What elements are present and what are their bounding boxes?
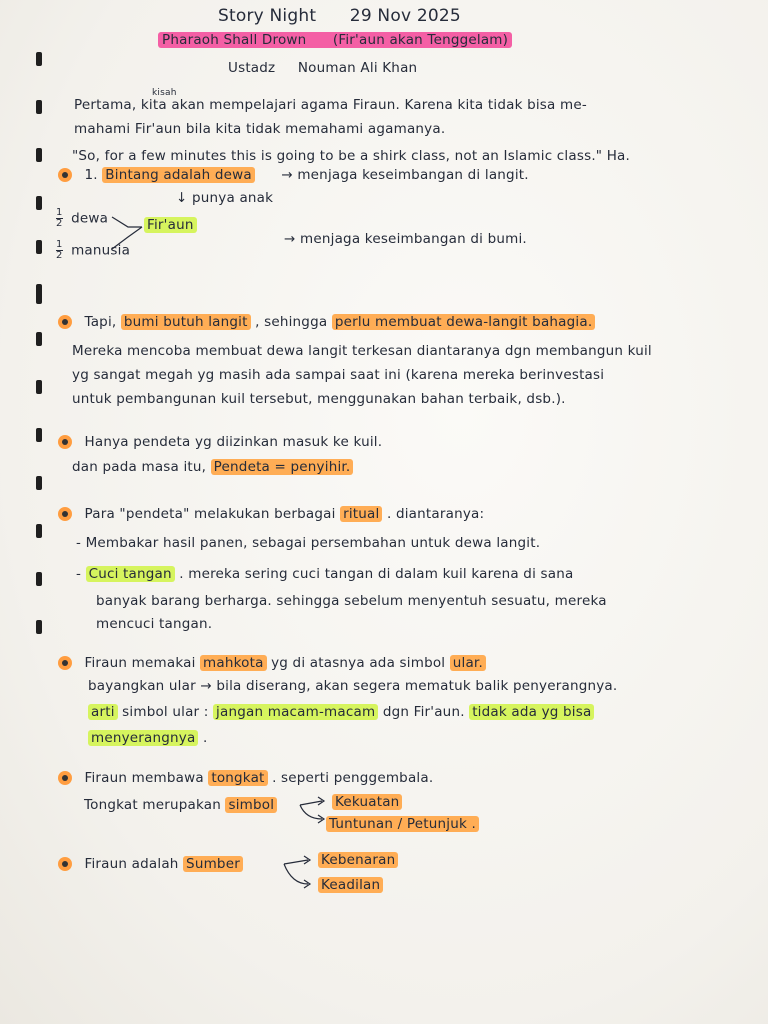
speaker-title: Ustadz [228,60,276,76]
point-7-highlight: Sumber [183,856,243,872]
point-5-highlight-1: mahkota [200,655,267,671]
bullet-icon [58,857,72,871]
binder-hole [36,148,42,162]
point-1-number: 1. [84,167,98,183]
firaun-highlight: Fir'aun [144,217,197,233]
point-6-line-2: Tongkat merupakan simbol [84,797,277,813]
intro-line-2: mahami Fir'aun bila kita tidak memahami agamanya. [74,121,446,137]
point-2-line-4: untuk pembangunan kuil tersebut, menggunakan bahan terbaik, dsb.). [72,391,566,407]
binder-hole [36,332,42,346]
intro-line-1: Pertama, kita akan mempelajari agama Firaun. Karena kita tidak bisa me- [74,97,587,113]
point-3-highlight: Pendeta = penyihir. [211,459,354,475]
point-6-branch-2: Tuntunan / Petunjuk . [326,816,479,832]
point-6: Firaun membawa tongkat . seperti penggembala. [58,770,433,786]
point-1-second-line [284,231,527,247]
point-5-highlight-3: arti [88,704,118,720]
firaun-node [144,217,197,233]
point-1-highlight: Bintang adalah dewa [102,167,255,183]
point-5-highlight-5: tidak ada yg bisa [469,704,594,720]
bullet-icon [58,168,72,182]
bullet-icon [58,435,72,449]
point-5-line-2: bayangkan ular → bila diserang, akan segera mematuk balik penyerangnya. [88,678,618,694]
speaker [228,60,417,76]
point-2-highlight-2: perlu membuat dewa-langit bahagia. [332,314,596,330]
bullet-icon [58,507,72,521]
point-5-highlight-4: jangan macam-macam [213,704,378,720]
point-2-line-3: yg sangat megah yg masih ada sampai saat ini (karena mereka berinvestasi [72,367,605,383]
fraction-icon: $\frac{1}{2}$ [56,239,63,261]
point-6-highlight-2: simbol [225,797,277,813]
binder-hole [36,524,42,538]
point-1-second-text: menjaga keseimbangan di bumi. [300,231,527,247]
binder-hole [36,380,42,394]
point-5: Firaun memakai mahkota yg di atasnya ada simbol ular. [58,655,486,671]
point-6-highlight: tongkat [208,770,267,786]
fraction-dewa-label: dewa [71,210,109,227]
binder-hole [36,476,42,490]
brace-arrow-icon [112,215,146,251]
fraction-icon: $\frac{1}{2}$ [56,207,63,229]
down-arrow-icon: ↓ [176,190,188,206]
point-7: Firaun adalah Sumber [58,856,243,872]
point-4-sub-2-line-2: banyak barang berharga. sehingga sebelum menyentuh sesuatu, mereka [96,593,607,609]
subtitle-english: Pharaoh Shall Drown [162,32,307,48]
title-date: 29 Nov 2025 [349,6,461,26]
point-4: Para "pendeta" melakukan berbagai ritual . diantaranya: [58,506,484,522]
binder-hole [36,100,42,114]
point-5-highlight-6: menyerangnya [88,730,198,746]
point-5-highlight-2: ular. [450,655,486,671]
subtitle-highlight [158,32,512,48]
point-2-line-2: Mereka mencoba membuat dewa langit terkesan diantaranya dgn membangun kuil [72,343,652,359]
page-title [218,6,461,26]
binder-hole [36,284,42,304]
point-7-branch-2: Keadilan [318,877,383,893]
speaker-name: Nouman Ali Khan [297,60,418,76]
point-1-arrow-icon: → [281,167,293,183]
point-3: Hanya pendeta yg diizinkan masuk ke kuil. [58,434,382,450]
intro-quote: "So, for a few minutes this is going to be a shirk class, not an Islamic class." Ha. [72,148,631,164]
binder-hole [36,572,42,586]
point-1 [58,167,529,183]
fraction-dewa [56,208,108,229]
binder-hole [36,428,42,442]
binder-hole [36,52,42,66]
annotation-kisah: kisah [152,88,177,98]
point-5-line-3: arti simbol ular : jangan macam-macam dgn Fir'aun. tidak ada yg bisa [88,704,594,720]
binder-hole [36,196,42,210]
point-3-line-2: dan pada masa itu, Pendeta = penyihir. [72,459,353,475]
down-arrow-note [176,190,273,206]
point-1-rest: menjaga keseimbangan di langit. [297,167,529,183]
arrow-icon: → [284,231,296,247]
title-text: Story Night [218,6,317,26]
branch-arrow-icon [284,856,316,890]
binder-hole [36,620,42,634]
point-7-branch-1: Kebenaran [318,852,398,868]
bullet-icon [58,315,72,329]
fraction-manusia-label: manusia [71,242,131,259]
point-2: Tapi, bumi butuh langit , sehingga perlu membuat dewa-langit bahagia. [58,314,595,330]
bullet-icon [58,656,72,670]
subtitle [158,32,512,48]
binder-hole [36,240,42,254]
point-4-highlight: ritual [340,506,382,522]
point-5-line-4: menyerangnya . [88,730,207,746]
point-4-sub-2: - Cuci tangan . mereka sering cuci tangan di dalam kuil karena di sana [76,566,574,582]
point-2-highlight-1: bumi butuh langit [121,314,251,330]
down-arrow-label: punya anak [192,190,274,206]
bullet-icon [58,771,72,785]
point-6-branch-1: Kekuatan [332,794,402,810]
point-4-sub-1: - Membakar hasil panen, sebagai persembahan untuk dewa langit. [76,535,541,551]
point-4-sub-2-highlight: Cuci tangan [86,566,175,582]
point-4-sub-2-line-3: mencuci tangan. [96,616,213,632]
subtitle-malay: (Fir'aun akan Tenggelam) [332,32,509,48]
arrow-icon: → [200,678,212,694]
